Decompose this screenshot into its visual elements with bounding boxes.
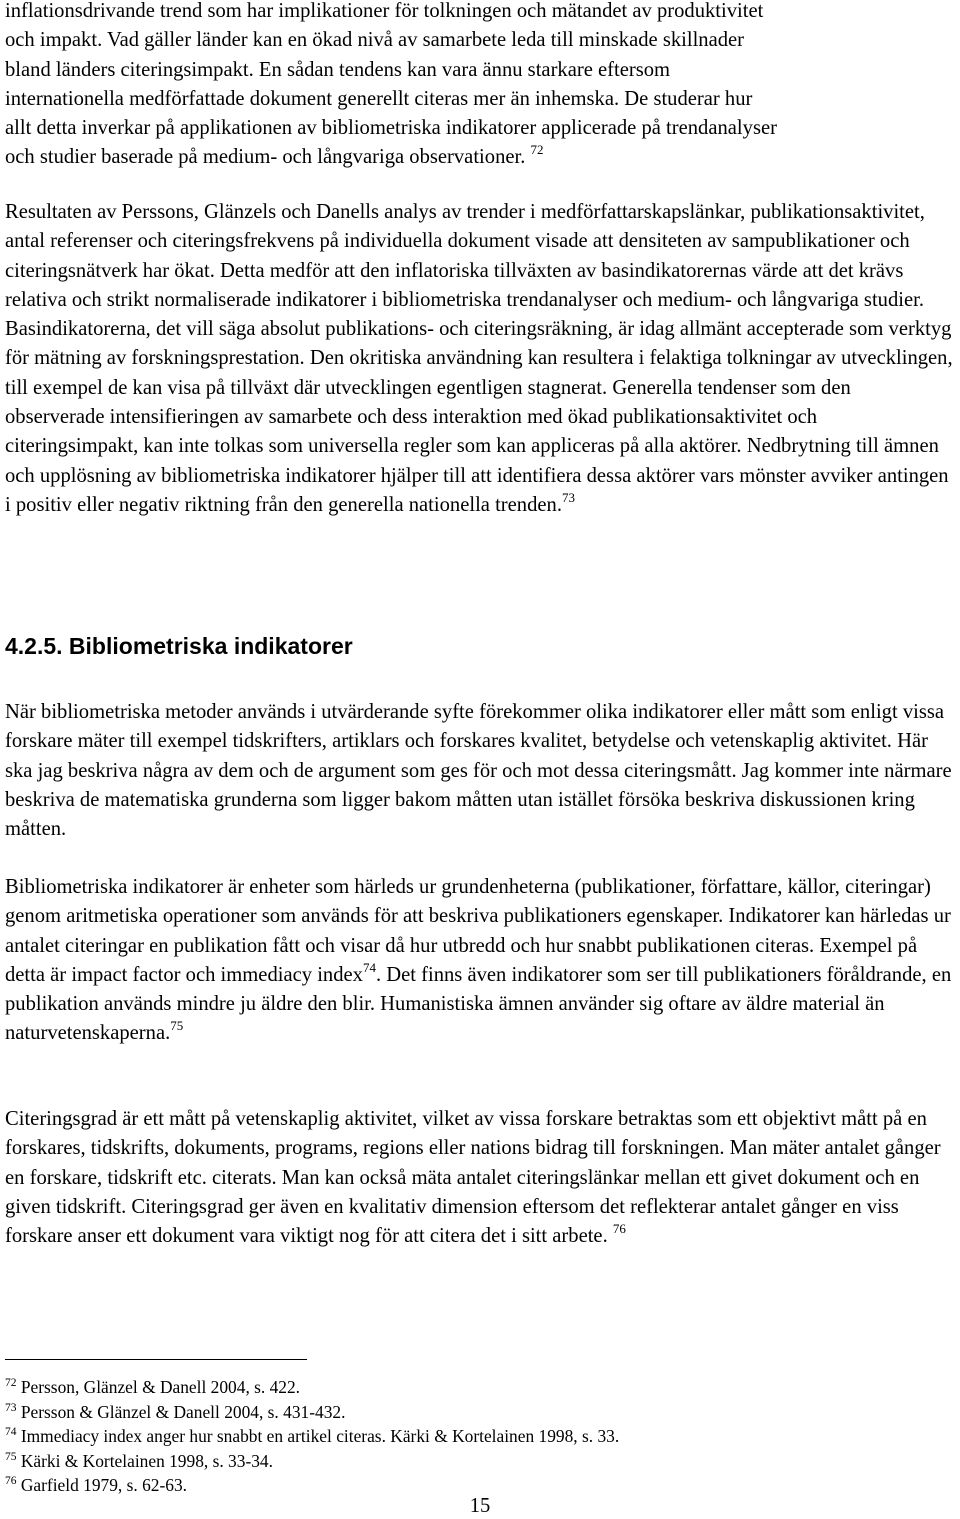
footnote-text: Kärki & Kortelainen 1998, s. 33-34.	[20, 1450, 273, 1471]
paragraph-text: Citeringsgrad är ett mått på vetenskaplig aktivitet, vilket av vissa forskare betraktas som ett objektivt mått på en forskares, tidskrifts, dokuments, programs, regions eller nations bidrag till forskningen. Man mäter antalet gånger en forskare, tidskrift etc. citerats. Man kan också mäta antalet citeringslänkar mellan ett givet dokument och en given tidskrift. Citeringsgrad ger även en kvalitativ dimension eftersom det reflekterar antalet gånger en viss forskare anser ett dokument vara viktigt nog för att citera det i sitt arbete.	[5, 1108, 941, 1248]
text-line: inflationsdrivande trend som har implikationer för tolkningen och mätandet av produktivitet	[5, 0, 764, 22]
text-line: internationella medförfattade dokument generellt citeras mer än inhemska. De studerar hur	[5, 87, 753, 110]
footnote-number: 76	[5, 1475, 17, 1487]
footnote-73	[5, 1400, 955, 1425]
footnote-ref-76[interactable]: 76	[612, 1221, 626, 1237]
footnote-ref-74[interactable]: 74	[362, 959, 376, 975]
footnote-ref-73[interactable]: 73	[561, 489, 575, 505]
footnotes	[5, 1375, 955, 1498]
footnote-separator	[5, 1359, 307, 1360]
paragraph-citeringsgrad	[5, 1105, 955, 1251]
paragraph-continued	[5, 0, 955, 173]
text-line: allt detta inverkar på applikationen av bibliometriska indikatorer applicerade på trendanalyser	[5, 117, 777, 140]
footnote-74	[5, 1424, 955, 1449]
page-number: 15	[469, 1495, 491, 1517]
footnote-number: 73	[5, 1401, 17, 1414]
footnote-text: Garfield 1979, s. 62-63.	[20, 1475, 188, 1495]
paragraph-text: . Det finns även indikatorer som ser till publikationers föråldrande, en publikation används mindre ju äldre den blir. Humanistiska ämnen använder sig oftare av äldre material än naturvetenskaperna.	[5, 963, 952, 1045]
footnote-number: 74	[5, 1426, 17, 1438]
paragraph-text: Resultaten av Perssons, Glänzels och Danells analys av trender i medförfattarskapslänkar, publikationsaktivitet, antal referenser och citeringsfrekvens på individuella dokument visade att densiteten av sampublikationer och citeringsnätverk har ökat. Detta medför att den inflatoriska tillväxten av basindikatorernas värde att det krävs relativa och strikt normaliserade indikatorer i bibliometriska trendanalyser och medium- och långvariga studier. Basindikatorerna, det vill säga absolut publikations- och citeringsräkning, är idag allmänt accepterade som verktyg för mätning av forskningsprestation. Den okritiska användning kan resultera i felaktiga tolkningar av utvecklingen, till exempel de kan visa på tillväxt där utvecklingen egentligen stagnerat. Generella tendenser som den observerade intensifieringen av samarbete och dess interaktion med ökad publikationsaktivitet och citeringsimpakt, kan inte tolkas som universella regler som kan appliceras på alla aktörer. Nedbrytning till ämnen och upplösning av bibliometriska indikatorer hjälper till att identifiera dessa aktörer vars mönster avviker antingen i positiv eller negativ riktning från den generella nationella trenden.	[5, 201, 953, 516]
footnote-text: Immediacy index anger hur snabbt en artikel citeras. Kärki & Kortelainen 1998, s. 33.	[20, 1426, 620, 1446]
footnote-72	[5, 1375, 955, 1400]
paragraph-resultaten	[5, 198, 955, 520]
paragraph-bibliometriska-indikatorer	[5, 873, 955, 1049]
paragraph-bibliometriska-metoder: När bibliometriska metoder används i utvärderande syfte förekommer olika indikatorer eller mått som enligt vissa forskare mäter till exempel tidskrifters, artiklars och forskares kvalitet, betydelse och vetenskaplig aktivitet. Här ska jag beskriva några av dem och de argument som ges för och mot dessa citeringsmått. Jag kommer inte närmare beskriva de matematiska grunderna som ligger bakom måtten utan istället försöka beskriva diskussionen kring måtten.	[5, 701, 952, 841]
footnote-75	[5, 1449, 955, 1474]
paragraph-text: Bibliometriska indikatorer är enheter som härleds ur grundenheterna (publikationer, författare, källor, citeringar) genom aritmetiska operationer som används för att beskriva publikationers egenskaper. Indikatorer kan härledas ur antalet citeringar en publikation fått och visar då hur utbredd och hur snabbt publikationen citeras. Exempel på detta är impact factor och immediacy index	[5, 876, 951, 986]
footnote-text: Persson & Glänzel & Danell 2004, s. 431-432.	[20, 1401, 346, 1422]
text-line: och studier baserade på medium- och långvariga observationer.	[5, 146, 526, 169]
footnote-ref-75[interactable]: 75	[170, 1018, 184, 1034]
footnote-text: Persson, Glänzel & Danell 2004, s. 422.	[20, 1377, 301, 1397]
footnote-number: 75	[5, 1450, 17, 1463]
section-heading: 4.2.5. Bibliometriska indikatorer	[5, 633, 353, 659]
footnote-number: 72	[5, 1377, 17, 1389]
footnote-ref-72[interactable]: 72	[530, 142, 544, 158]
text-line: bland länders citeringsimpakt. En sådan tendens kan vara ännu starkare eftersom	[5, 58, 671, 81]
text-line: och impakt. Vad gäller länder kan en ökad nivå av samarbete leda till minskade skillnader	[5, 29, 745, 52]
